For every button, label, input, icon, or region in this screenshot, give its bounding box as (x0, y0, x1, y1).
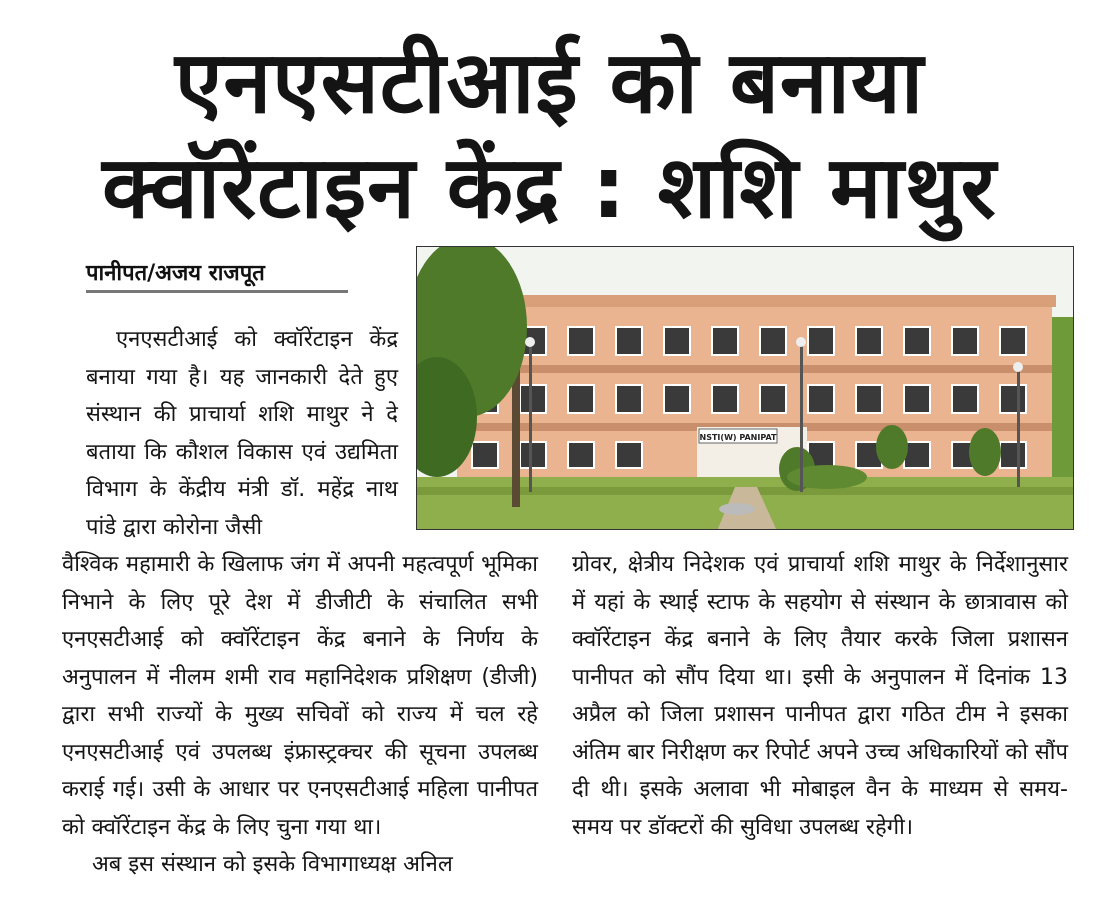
article-column-1 (62, 546, 538, 884)
building-signboard: NSTI(W) PANIPAT (699, 433, 777, 442)
paragraph-column-2: ग्रोवर, क्षेत्रीय निदेशक एवं प्राचार्या शशि माथुर के निर्देशानुसार में यहां के स्थाई स्टाफ के सहयोग से संस्थान के छात्रावास को क्वॉरेंटाइन केंद्र बनाने के लिए तैयार करके जिला प्रशासन पानीपत को सौंप दिया था। इसी के अनुपालन में दिनांक 13 अप्रैल को जिला प्रशासन पानीपत द्वारा गठित टीम ने इसका अंतिम बार निरीक्षण कर रिपोर्ट अपने उच्च अधिकारियों को सौंप दी थी। इसके अलावा भी मोबाइल वैन के माध्यम से समय-समय पर डॉक्टरों की सुविधा उपलब्ध रहेगी। (572, 552, 1068, 840)
headline-line-2: क्वॉरेंटाइन केंद्र : शशि माथुर (102, 138, 997, 238)
paragraph-second: अब इस संस्थान को इसके विभागाध्यक्ष अनिल (92, 852, 453, 877)
paragraph-continuation: वैश्विक महामारी के खिलाफ जंग में अपनी महत्वपूर्ण भूमिका निभाने के लिए पूरे देश में डीजीटी के संचालित सभी एनएसटीआई को क्वॉरेंटाइन केंद्र बनाने के निर्णय के अनुपालन में नीलम शमी राव महानिदेशक प्रशिक्षण (डीजी) द्वारा सभी राज्यों के मुख्य सचिवों को राज्य में चल रहे एनएसटीआई एवं उपलब्ध इंफ्रास्ट्रक्चर की सूचना उपलब्ध कराई गई। उसी के आधार पर एनएसटीआई महिला पानीपत को क्वॉरेंटाइन केंद्र के लिए चुना गया था। (62, 552, 538, 840)
article-column-2 (572, 546, 1068, 846)
headline-line-1: एनएसटीआई को बनाया (174, 33, 925, 133)
byline: पानीपत/अजय राजपूत (86, 261, 265, 286)
building-photo (416, 246, 1074, 530)
byline-underline (86, 290, 348, 293)
paragraph-intro: एनएसटीआई को क्वॉरेंटाइन केंद्र बनाया गया है। यह जानकारी देते हुए संस्थान की प्राचार्या शशि माथुर ने दे बताया कि कौशल विकास एवं उद्यमिता विभाग के केंद्रीय मंत्री डॉ. महेंद्र नाथ पांडे द्वारा कोरोना जैसी (86, 327, 398, 540)
article-column-1-top (86, 321, 398, 546)
